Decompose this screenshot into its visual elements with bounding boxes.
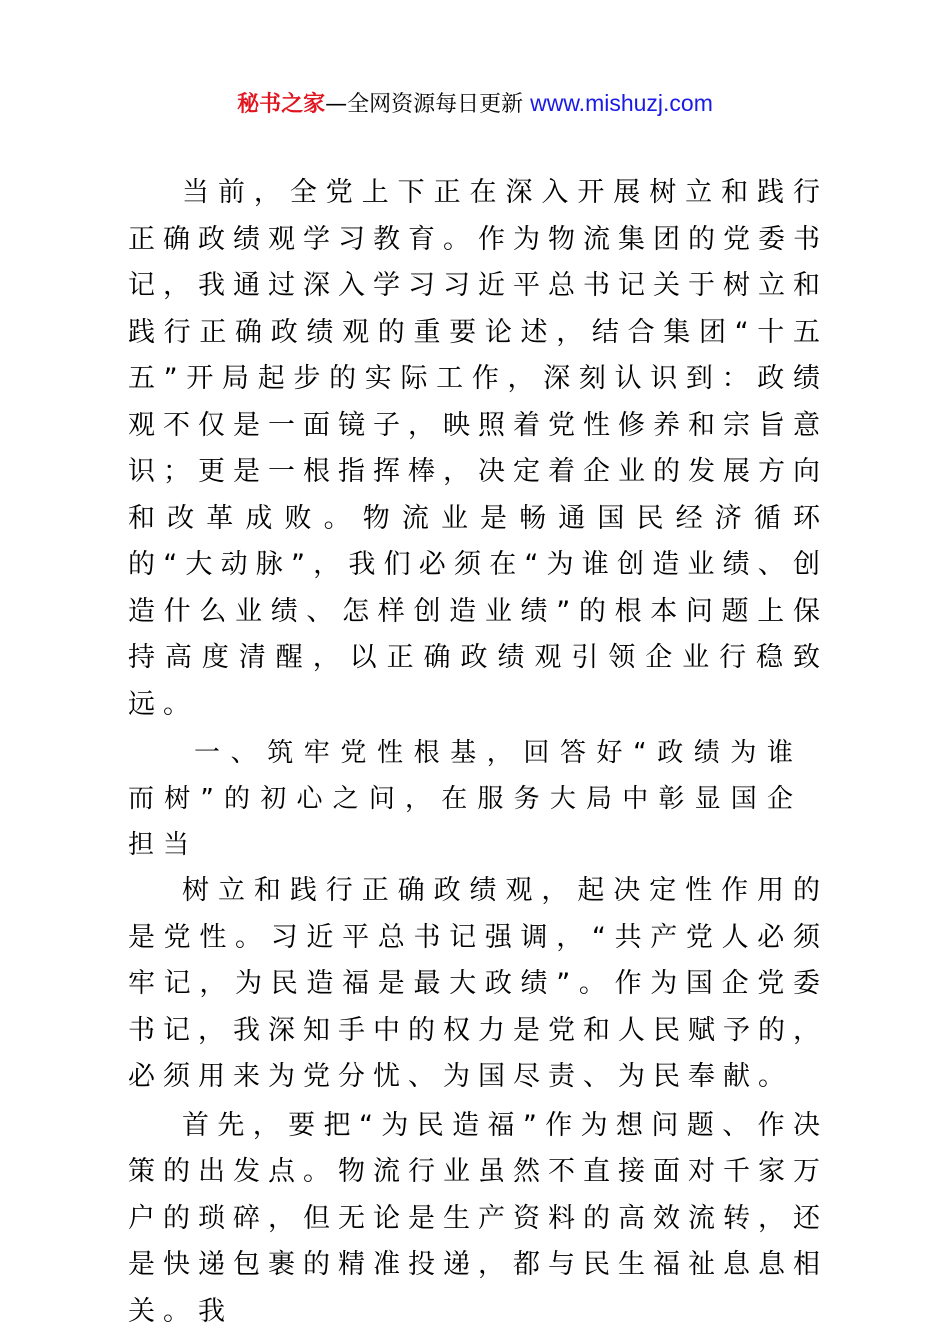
body-paragraph: 树立和践行正确政绩观，起决定性作用的是党性。习近平总书记强调，“共产党人必须牢记，为民造福是最大政绩”。作为国企党委书记，我深知手中的权力是党和人民赋予的，必须用来为党分忧、为国尽责、为民奉献。 bbox=[128, 875, 828, 1092]
site-url[interactable]: www.mishuzj.com bbox=[530, 90, 713, 116]
body-paragraph: 首先，要把“为民造福”作为想问题、作决策的出发点。物流行业虽然不直接面对千家万户的琐碎，但无论是生产资料的高效流转，还是快递包裹的精准投递，都与民生福祉息息相关。我 bbox=[128, 1109, 828, 1327]
intro-paragraph: 当前，全党上下正在深入开展树立和践行正确政绩观学习教育。作为物流集团的党委书记，我通过深入学习习近平总书记关于树立和践行正确政绩观的重要论述，结合集团“十五五”开局起步的实际工作，深刻认识到：政绩观不仅是一面镜子，映照着党性修养和宗旨意识；更是一根指挥棒，决定着企业的发展方向和改革成败。物流业是畅通国民经济循环的“大动脉”，我们必须在“为谁创造业绩、创造什么业绩、怎样创造业绩”的根本问题上保持高度清醒，以正确政绩观引领企业行稳致远。 bbox=[128, 177, 828, 720]
document-body bbox=[128, 170, 828, 1335]
brand-name: 秘书之家 bbox=[237, 92, 326, 117]
page-header bbox=[0, 86, 950, 122]
section-heading: 一、筑牢党性根基，回答好“政绩为谁而树”的初心之问，在服务大局中彰显国企担当 bbox=[128, 738, 802, 860]
header-tagline: —全网资源每日更新 bbox=[325, 92, 531, 117]
